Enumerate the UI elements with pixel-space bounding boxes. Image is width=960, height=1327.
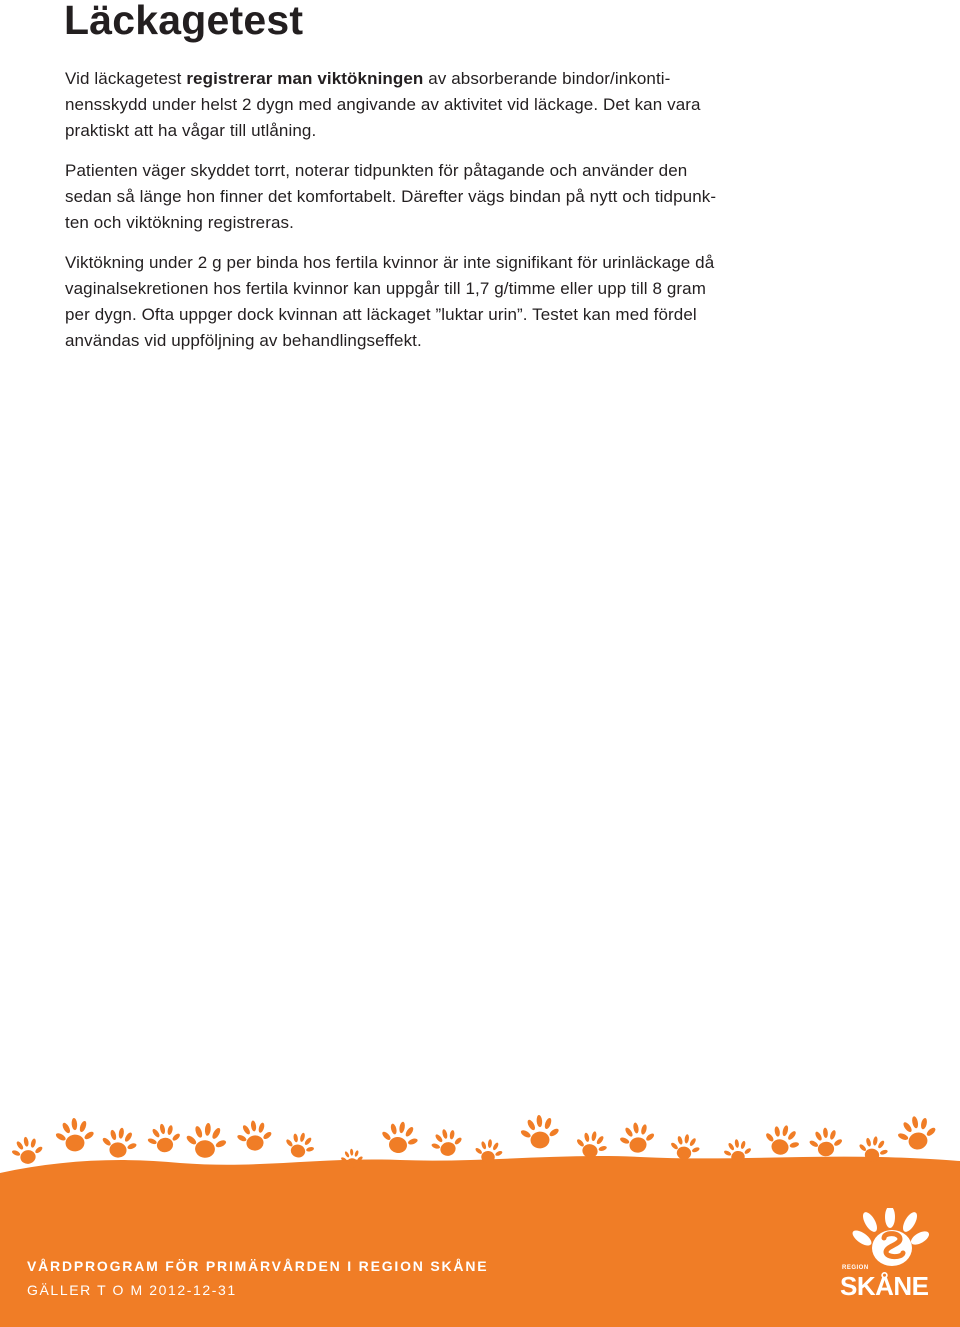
- p1-post: av absorberande bindor/inkonti-: [423, 69, 671, 88]
- logo-region-label: REGION: [842, 1265, 869, 1271]
- p1-bold: registrerar man viktökningen: [186, 69, 424, 88]
- paragraph-3: [65, 250, 765, 354]
- paragraph-1-line-3: praktiskt att ha vågar till utlåning.: [65, 121, 317, 140]
- paragraph-2-line-1: Patienten väger skyddet torrt, noterar tidpunkten för påtagande och använder den: [65, 161, 688, 180]
- p1-pre: Vid läckagetest: [65, 69, 187, 88]
- paragraph-3-line-2: vaginalsekretionen hos fertila kvinnor kan uppgår till 1,7 g/timme eller upp till 8 gram: [65, 279, 706, 298]
- paragraph-2-line-3: ten och viktökning registreras.: [65, 213, 294, 232]
- paragraph-3-line-4: användas vid uppföljning av behandlingseffekt.: [65, 331, 422, 350]
- paragraph-1-line-1: [65, 66, 765, 92]
- logo-name: SKÅNE: [840, 1271, 929, 1301]
- region-skane-logo: [838, 1208, 938, 1304]
- paragraph-1-line-2: nensskydd under helst 2 dygn med angivande av aktivitet vid läckage. Det kan vara: [65, 95, 701, 114]
- paragraph-2: [65, 158, 765, 236]
- paragraph-3-line-3: per dygn. Ofta uppger dock kvinnan att läckaget ”luktar urin”. Testet kan med fördel: [65, 305, 697, 324]
- footer-valid-until: GÄLLER T O M 2012-12-31: [27, 1282, 237, 1298]
- paragraph-3-line-1: Viktökning under 2 g per binda hos fertila kvinnor är inte signifikant för urinläckage då: [65, 253, 715, 272]
- paragraph-1: [65, 66, 765, 144]
- region-skane-logo-icon: [848, 1208, 932, 1268]
- body-text: [65, 66, 765, 368]
- page-title: Läckagetest: [64, 0, 304, 43]
- footer-program-title: VÅRDPROGRAM FÖR PRIMÄRVÅRDEN I REGION SKÅNE: [27, 1258, 489, 1274]
- paragraph-2-line-2: sedan så länge hon finner det komfortabelt. Därefter vägs bindan på nytt och tidpunk-: [65, 187, 717, 206]
